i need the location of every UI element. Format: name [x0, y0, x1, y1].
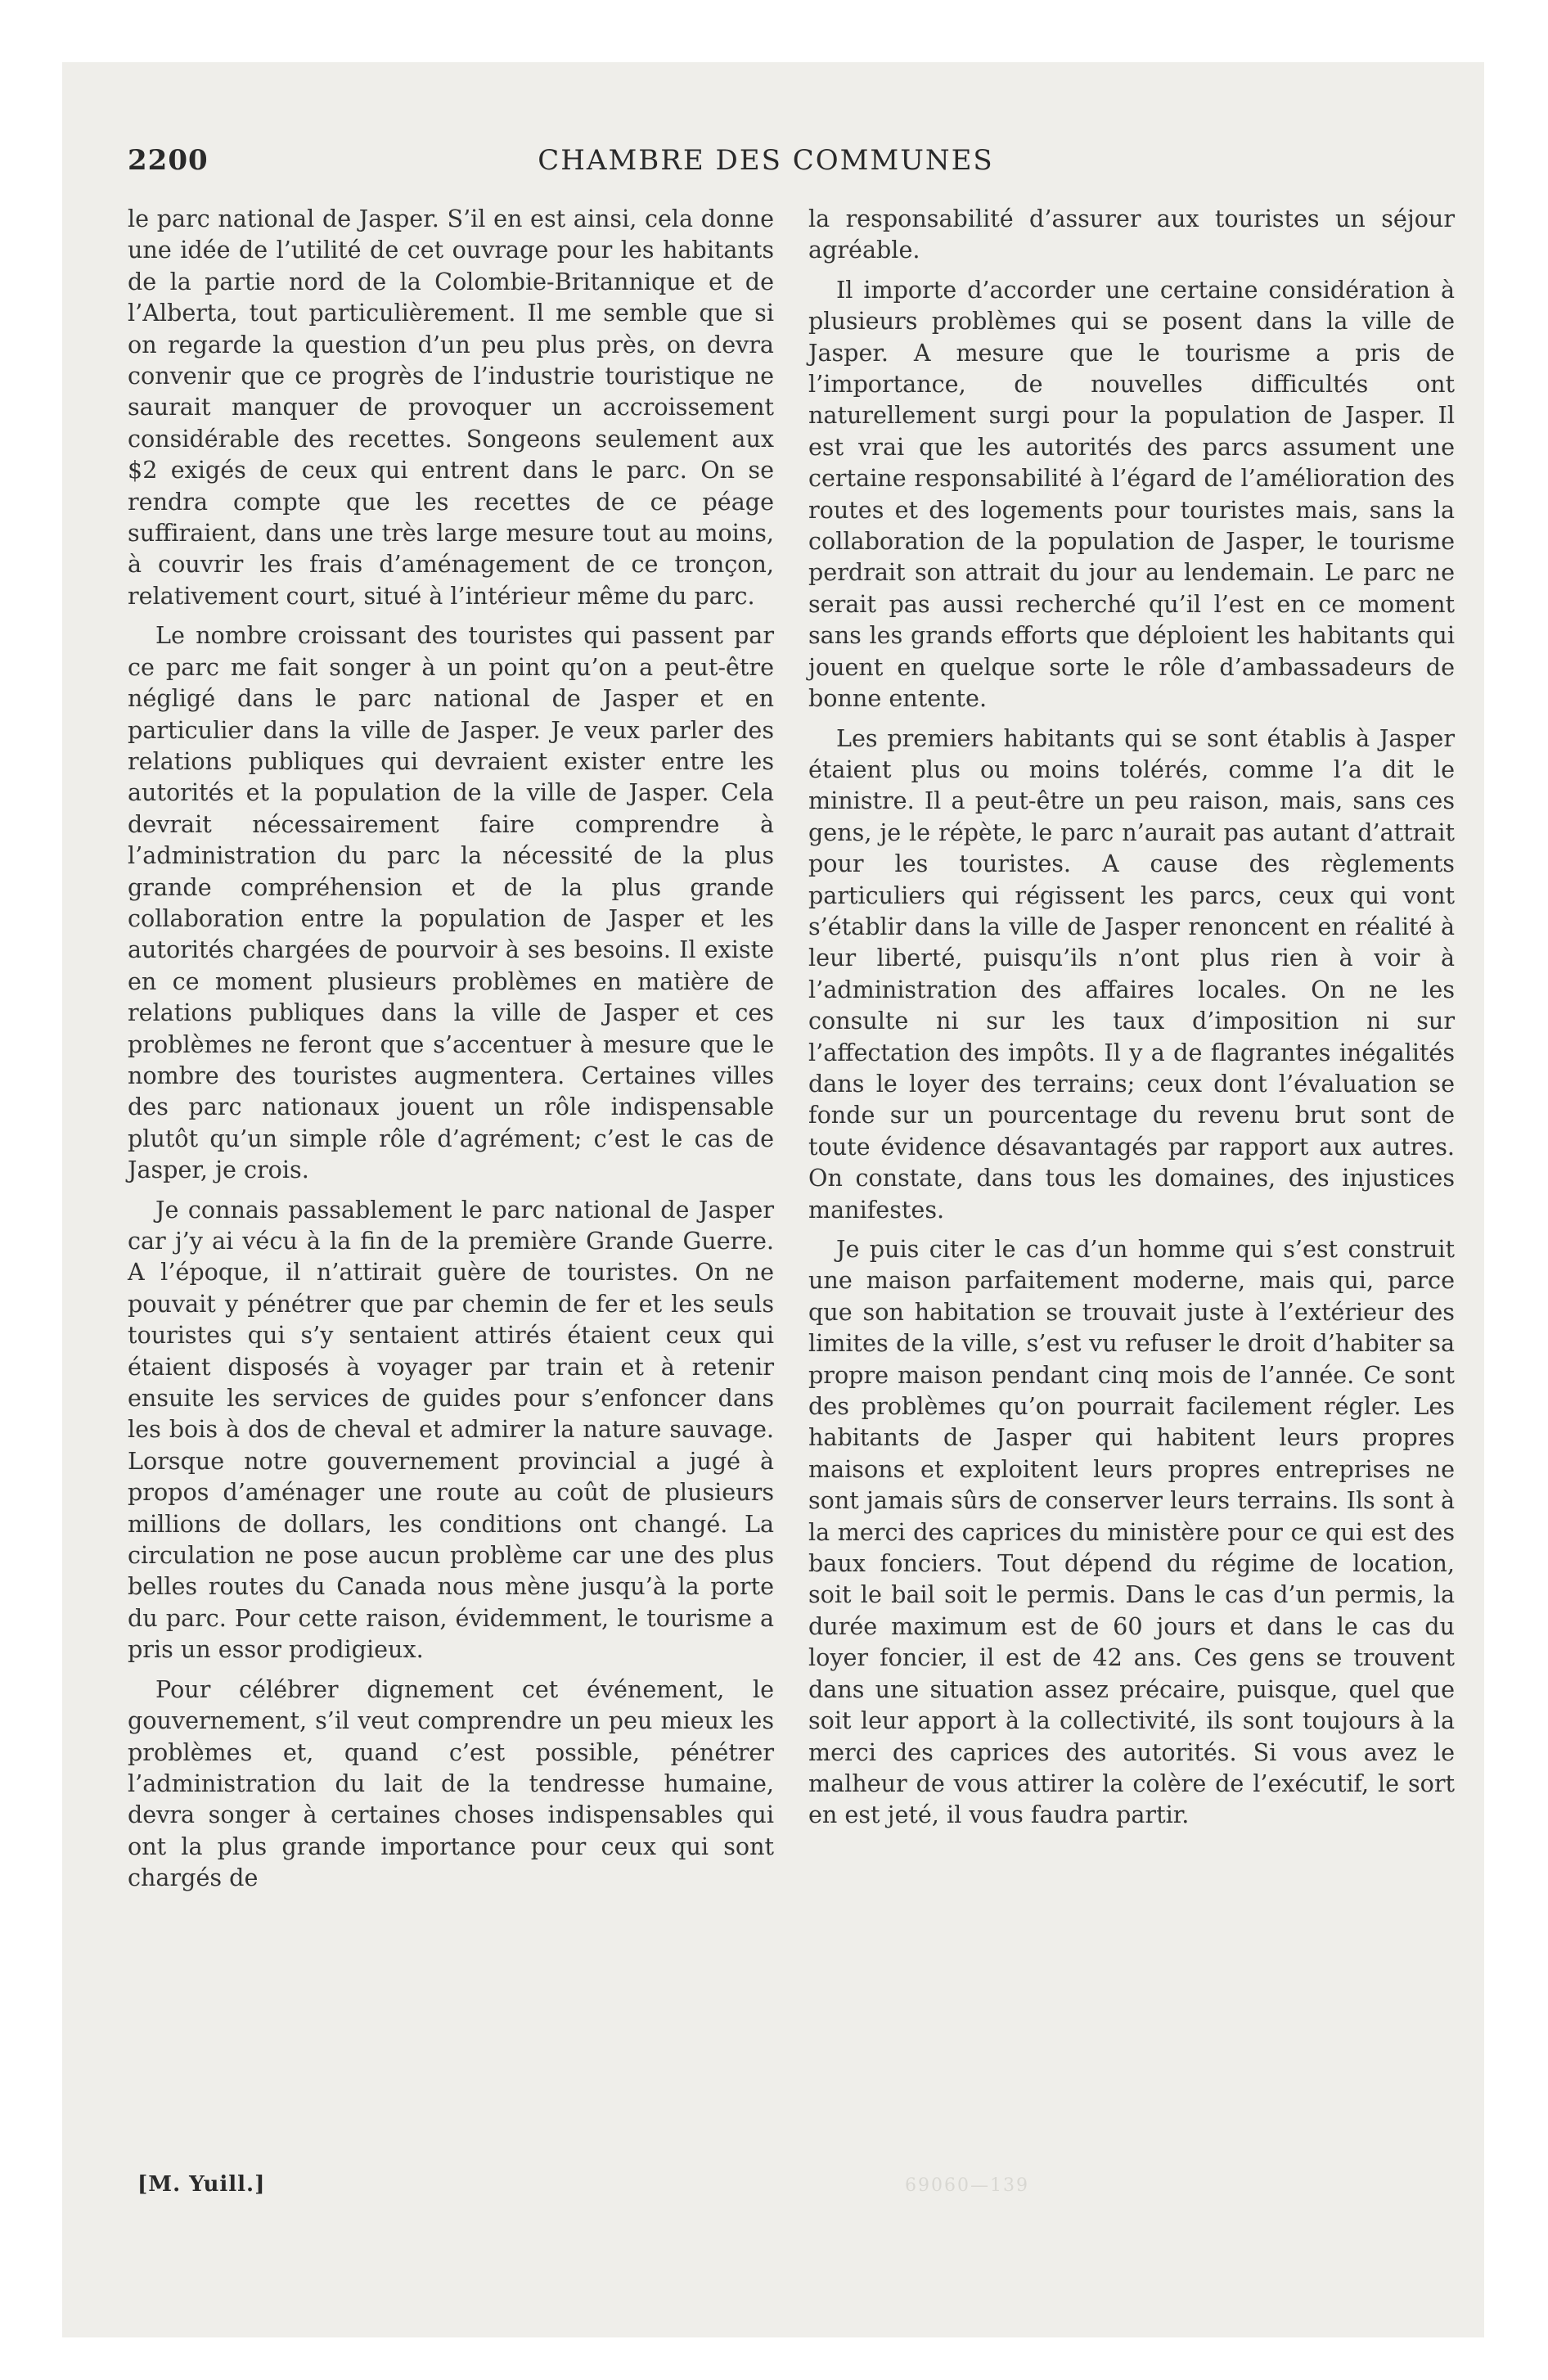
- running-title: CHAMBRE DES COMMUNES: [538, 144, 994, 177]
- document-page: [62, 62, 1484, 2337]
- paragraph: Les premiers habitants qui se sont établis à Jasper étaient plus ou moins tolérés, comme l’a dit le ministre. Il a peut-être un peu raison, mais, sans ces gens, je le répète, le parc n’aurait pas autant d’attrait pour les touristes. A cause des règlements particuliers qui régissent les parcs, ceux qui vont s’établir dans la ville de Jasper renoncent en réalité à leur liberté, puisqu’ils n’ont plus rien à voir à l’administration des affaires locales. On ne les consulte ni sur les taux d’imposition ni sur l’affectation des impôts. Il y a de flagrantes inégalités dans le loyer des terrains; ceux dont l’évaluation se fonde sur un pourcentage du revenu brut sont de toute évidence désavantagés par rapport aux autres. On constate, dans tous les domaines, des injustices manifestes.: [808, 723, 1455, 1224]
- folio-mark: 69060—139: [905, 2175, 1029, 2196]
- left-column: [128, 203, 774, 1902]
- paragraph: Pour célébrer dignement cet événement, le gouvernement, s’il veut comprendre un peu mieux les problèmes et, quand c’est possible, pénétrer l’administration du lait de la tendresse humaine, devra songer à certaines choses indispensables qui ont la plus grande importance pour ceux qui sont chargés de: [128, 1675, 774, 1892]
- paragraph: le parc national de Jasper. S’il en est ainsi, cela donne une idée de l’utilité de cet ouvrage pour les habitants de la partie nord de la Colombie-Britannique et de l’Alberta, tout particulièrement. Il me semble que si on regarde la question d’un peu plus près, on devra convenir que ce progrès de l’industrie touristique ne saurait manquer de provoquer un accroissement considérable des recettes. Songeons seulement aux $2 exigés de ceux qui entrent dans le parc. On se rendra compte que les recettes de ce péage suffiraient, dans une très large mesure tout au moins, à couvrir les frais d’aménagement de ce tronçon, relativement court, situé à l’intérieur même du parc.: [128, 205, 774, 610]
- paragraph: Il importe d’accorder une certaine considération à plusieurs problèmes qui se posent dans la ville de Jasper. A mesure que le tourisme a pris de l’importance, de nouvelles difficultés ont naturellement surgi pour la population de Jasper. Il est vrai que les autorités des parcs assument une certaine responsabilité à l’égard de l’amélioration des routes et des logements pour touristes mais, sans la collaboration de la population de Jasper, le tourisme perdrait son attrait du jour au lendemain. Le parc ne serait pas aussi recherché qu’il l’est en ce moment sans les grands efforts que déploient les habitants qui jouent en quelque sorte le rôle d’ambassadeurs de bonne entente.: [808, 275, 1455, 713]
- right-column: [808, 203, 1455, 1839]
- paragraph: la responsabilité d’assurer aux touristes un séjour agréable.: [808, 205, 1455, 264]
- paragraph: Je puis citer le cas d’un homme qui s’est construit une maison parfaitement moderne, mais qui, parce que son habitation se trouvait juste à l’extérieur des limites de la ville, s’est vu refuser le droit d’habiter sa propre maison pendant cinq mois de l’année. Ce sont des problèmes qu’on pourrait facilement régler. Les habitants de Jasper qui habitent leurs propres maisons et exploitent leurs propres entreprises ne sont jamais sûrs de conserver leurs terrains. Ils sont à la merci des caprices du ministère pour ce qui est des baux fonciers. Tout dépend du régime de location, soit le bail soit le permis. Dans le cas d’un permis, la durée maximum est de 60 jours et dans le cas du loyer foncier, il est de 42 ans. Ces gens se trouvent dans une situation assez précaire, puisque, quel que soit leur apport à la collectivité, ils sont toujours à la merci des caprices des autorités. Si vous avez le malheur de vous attirer la colère de l’exécutif, le sort en est jeté, il vous faudra partir.: [808, 1235, 1455, 1829]
- page-number: 2200: [128, 144, 209, 177]
- paragraph: Je connais passablement le parc national de Jasper car j’y ai vécu à la fin de la première Grande Guerre. A l’époque, il n’attirait guère de touristes. On ne pouvait y pénétrer que par chemin de fer et les seuls touristes qui s’y sentaient attirés étaient ceux qui étaient disposés à voyager par train et à retenir ensuite les services de guides pour s’enfoncer dans les bois à dos de cheval et admirer la nature sauvage. Lorsque notre gouvernement provincial a jugé à propos d’aménager une route au coût de plusieurs millions de dollars, les conditions ont changé. La circulation ne pose aucun problème car une des plus belles routes du Canada nous mène jusqu’à la porte du parc. Pour cette raison, évidemment, le tourisme a pris un essor prodigieux.: [128, 1195, 774, 1664]
- page-header: [128, 144, 1404, 193]
- paragraph: Le nombre croissant des touristes qui passent par ce parc me fait songer à un point qu’on a peut-être négligé dans le parc national de Jasper et en particulier dans la ville de Jasper. Je veux parler des relations publiques qui devraient exister entre les autorités et la population de la ville de Jasper. Cela devrait nécessairement faire comprendre à l’administration du parc la nécessité de la plus grande compréhension et de la plus grande collaboration entre la population de Jasper et les autorités chargées de pourvoir à ses besoins. Il existe en ce moment plusieurs problèmes en matière de relations publiques dans la ville de Jasper et ces problèmes ne feront que s’accentuer à mesure que le nombre des touristes augmentera. Certaines villes des parc nationaux jouent un rôle indispensable plutôt qu’un simple rôle d’agrément; c’est le cas de Jasper, je crois.: [128, 621, 774, 1184]
- speaker-attribution: [M. Yuill.]: [137, 2172, 266, 2197]
